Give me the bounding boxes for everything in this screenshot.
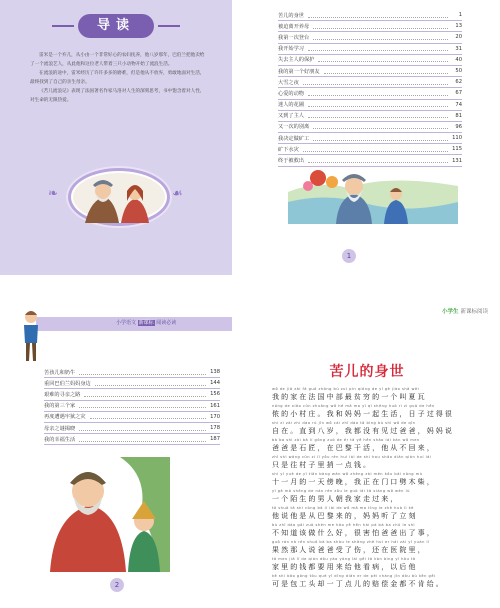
guide-paragraph: 在流浪的途中，雷米经历了许许多多的磨难，但是他从不放弃，勇敢地面对生活，最终找到了自己的亲生母亲。 bbox=[30, 71, 205, 85]
toc-entry-page: 13 bbox=[455, 23, 462, 30]
toc-leader bbox=[79, 403, 206, 408]
toc-entry[interactable] bbox=[44, 412, 220, 423]
toc-entry-page: 74 bbox=[455, 101, 462, 108]
toc-leader bbox=[313, 136, 448, 141]
toc-entry-page: 31 bbox=[455, 45, 462, 52]
toc-entry-title: 终于被救出 bbox=[278, 158, 304, 165]
toc-entry-page: 1 bbox=[458, 12, 462, 19]
story-text-line: 一个陌生的男人朝我家走过来， bbox=[272, 495, 400, 503]
toc-entry[interactable] bbox=[278, 77, 462, 88]
flourish-left-icon: ❧ bbox=[48, 186, 59, 200]
spread-divider bbox=[0, 276, 500, 286]
toc-leader bbox=[79, 437, 206, 442]
series-tail: 阅读必读 bbox=[156, 320, 177, 326]
toc-entry-title: 又到了主人 bbox=[278, 113, 304, 120]
flourish-right-icon: ☙ bbox=[172, 186, 183, 200]
brand-green: 小学生 bbox=[442, 309, 459, 315]
contents-page bbox=[234, 0, 500, 275]
toc-leader bbox=[303, 147, 448, 152]
story-text-line: 不知道该做什么好，很害怕爸爸出了事， bbox=[272, 529, 436, 537]
toc-leader bbox=[90, 414, 206, 419]
toc-leader bbox=[318, 57, 448, 62]
toc-entry-title: 我的幸福生活 bbox=[44, 436, 76, 443]
guide-title: 导读 bbox=[78, 14, 154, 38]
toc-entry-title: 我的第一个好朋友 bbox=[278, 68, 320, 75]
toc-entry-title: 我第一次登台 bbox=[278, 34, 310, 41]
toc-entry-title: 大雪之夜 bbox=[278, 79, 299, 86]
toc-entry-page: 178 bbox=[210, 425, 220, 432]
toc-entry-page: 110 bbox=[452, 135, 462, 142]
story-text-line: 他说他是从巴黎来的，妈妈听了立刻 bbox=[272, 512, 418, 520]
pinyin-line: kě shì bāo gōng tóu què yī dīng diǎn er de péi cháng jīn dōu bù kěn gěi bbox=[272, 574, 436, 578]
toc-entry[interactable] bbox=[278, 55, 462, 66]
toc-entry-page: 131 bbox=[452, 157, 462, 164]
toc-entry[interactable] bbox=[44, 367, 220, 378]
toc-entry-title: 又一次的别离 bbox=[278, 124, 310, 131]
story-text-line: 十一月的一天傍晚，我正在门口劈木柴， bbox=[272, 478, 436, 486]
toc-entry-page: 62 bbox=[455, 79, 462, 86]
toc-entry-page: 144 bbox=[210, 380, 220, 387]
toc-leader bbox=[313, 24, 448, 29]
toc-entry-title: 失去主人的保护 bbox=[278, 57, 315, 64]
toc-leader bbox=[308, 91, 448, 96]
toc-leader bbox=[308, 113, 448, 118]
toc-leader bbox=[308, 102, 448, 107]
toc-entry-title: 矿下水灾 bbox=[278, 146, 299, 153]
pinyin-line: tā shuō tā shì cóng bā lí lái de wǒ mā ma tīng le zhè huà lì kè bbox=[272, 506, 414, 510]
toc-leader bbox=[313, 35, 448, 40]
toc-entry-page: 20 bbox=[455, 34, 462, 41]
old-man-boy-illustration-2 bbox=[50, 457, 170, 572]
toc-entry-title: 我的第三个家 bbox=[44, 403, 76, 410]
toc-entry-page: 96 bbox=[455, 123, 462, 130]
series-name: 小学语文 bbox=[116, 320, 137, 326]
story-title: 苦儿的身世 bbox=[329, 364, 405, 380]
toc-entry-page: 115 bbox=[452, 146, 462, 153]
pinyin-line: shì zì zài zhí dào rú jīn wǒ cái zhī dào tā bìng bù shì wǒ de qīn bbox=[272, 421, 416, 425]
toc-leader bbox=[308, 13, 448, 18]
toc-entry[interactable] bbox=[278, 21, 462, 32]
toc-entry-title: 被迫离开养母 bbox=[278, 23, 310, 30]
toc-entry-page: 81 bbox=[455, 112, 462, 119]
toc-leader bbox=[79, 370, 206, 375]
toc-entry-page: 170 bbox=[210, 413, 220, 420]
toc-entry-title: 我决定做矿工 bbox=[278, 135, 310, 142]
toc-leader bbox=[324, 69, 448, 74]
toc-entry-page: 67 bbox=[455, 90, 462, 97]
toc-entry-title: 再度遭遇牢狱之灾 bbox=[44, 414, 86, 421]
story-text-line: 我的家在法国中部最贫穷的一个叫夏瓦 bbox=[272, 393, 427, 401]
series-label bbox=[116, 319, 176, 326]
story-text-line: 家里的钱都要用来给他看病，以后他 bbox=[272, 563, 418, 571]
toc-entry-title: 迷人的花圃 bbox=[278, 102, 304, 109]
table-of-contents bbox=[278, 10, 462, 167]
old-man-boy-illustration bbox=[288, 162, 458, 224]
pinyin-line: guǒ rán nà rén shuō bà ba shòu le shāng zhè huì er hái zài yī yuàn lǐ bbox=[272, 540, 430, 544]
brand-logo bbox=[442, 307, 488, 315]
pinyin-line: tā men jiā lǐ de qián dōu yào yòng lái gěi tā kàn bìng yǐ hòu tā bbox=[272, 557, 416, 561]
toc-entry[interactable] bbox=[278, 66, 462, 77]
toc-entry[interactable] bbox=[278, 10, 462, 21]
scene-icon bbox=[288, 162, 458, 224]
toc-entry[interactable] bbox=[44, 389, 220, 400]
story-text-line: 自在。直到八岁，我都没有见过爸爸，妈妈说 bbox=[272, 427, 454, 435]
story-text-line: 可是包工头却一丁点儿的赔偿金都不肯给。 bbox=[272, 580, 445, 588]
story-page bbox=[234, 287, 500, 608]
story-text-line: 果然那人说爸爸受了伤，还在医院里， bbox=[272, 546, 427, 554]
toc-entry-page: 161 bbox=[210, 402, 220, 409]
toc-entry-title: 艰难的寻亲之路 bbox=[44, 391, 81, 398]
toc-leader bbox=[313, 124, 448, 129]
guide-page bbox=[0, 0, 232, 275]
guide-paragraph: 雷米是一个弃儿，从小由一个非常好心的农妇抚养，他八岁那年，巴伯兰把他卖给了一个流浪艺人，从此他和这位老人带着三只小动物开始了流浪生活。 bbox=[30, 53, 205, 67]
pinyin-line: bà ba shì zài bā lí gōng zuò de ér tā yě hěn shǎo lái kàn wǒ men bbox=[272, 438, 420, 442]
character-portrait-illustration bbox=[68, 168, 170, 226]
pinyin-line: nóng de xiǎo cūn zhuāng wǒ hé mā ma yī qǐ shēng huó rì zi guò de hěn bbox=[272, 404, 435, 408]
pinyin-line: shí yī yuè de yī tiān bàng wǎn wǒ zhèng zài mén kǒu bǎi nòng mù bbox=[272, 472, 423, 476]
toc-entry[interactable] bbox=[278, 111, 462, 122]
guide-paragraph: 《苦儿流浪记》表现了法国著名作家马洛对人生的深刻思考，书中饱含着对人性、对生命的无限热爱。 bbox=[30, 89, 205, 103]
brand-gray: 新课标阅读 bbox=[460, 309, 488, 315]
toc-entry[interactable] bbox=[278, 144, 462, 155]
toc-entry-page: 138 bbox=[210, 369, 220, 376]
toc-entry-title: 苦儿的身世 bbox=[278, 12, 304, 19]
toc-leader bbox=[308, 46, 448, 51]
pinyin-line: bù zhī dào gāi zuò shén me hǎo yě hěn hài pà bà ba chū le shì bbox=[272, 523, 415, 527]
toc-entry[interactable] bbox=[44, 378, 220, 389]
toc-entry-page: 40 bbox=[455, 56, 462, 63]
page-number-2: 2 bbox=[110, 578, 124, 592]
pinyin-line: zhǐ shì wǎng cūn zi lǐ yǒu rén huí lái de shí hou shāo diǎn qián huí lái bbox=[272, 455, 432, 459]
guide-text bbox=[30, 52, 206, 107]
toc-leader bbox=[79, 426, 206, 431]
pinyin-line: wǒ de jiā zài fǎ guó zhōng bù zuì pín qióng de yī gè jiào shā wèi bbox=[272, 387, 420, 391]
toc-entry[interactable] bbox=[278, 122, 462, 133]
toc-entry-title: 母亲之谜揭晓 bbox=[44, 425, 76, 432]
toc-entry[interactable] bbox=[278, 133, 462, 144]
toc-entry[interactable] bbox=[44, 434, 220, 445]
series-highlight: 新课标 bbox=[138, 320, 154, 326]
pinyin-line: yī gè mò shēng de nán rén zǒu le guò lái tā xiàng wǒ wèn lù bbox=[272, 489, 410, 493]
story-text-line: 侬的小村庄。我和妈妈一起生活，日子过得很 bbox=[272, 410, 454, 418]
portrait-icon bbox=[71, 171, 167, 223]
toc-entry[interactable] bbox=[278, 32, 462, 43]
story-text-line: 只是往村子里捎一点钱。 bbox=[272, 461, 373, 469]
story-text-line: 爸爸是石匠，在巴黎干活，他从不回来， bbox=[272, 444, 436, 452]
toc-leader bbox=[95, 381, 206, 386]
table-of-contents-2 bbox=[44, 367, 220, 445]
toc-leader bbox=[303, 80, 448, 85]
toc-entry-title: 苦孩儿和奶牛 bbox=[44, 369, 76, 376]
toc-entry-title: 心爱的动物 bbox=[278, 90, 304, 97]
toc-leader bbox=[84, 392, 206, 397]
toc-entry[interactable] bbox=[44, 423, 220, 434]
story-body bbox=[272, 387, 462, 591]
toc-entry-page: 156 bbox=[210, 391, 220, 398]
toc-entry-title: 重回巴伯兰妈妈身边 bbox=[44, 380, 91, 387]
toc-entry-page: 187 bbox=[210, 436, 220, 443]
contents-page-2 bbox=[0, 287, 232, 608]
boy-figure-icon bbox=[20, 309, 42, 365]
toc-entry[interactable] bbox=[278, 88, 462, 99]
toc-entry[interactable] bbox=[278, 100, 462, 111]
toc-entry[interactable] bbox=[278, 44, 462, 55]
toc-entry-page: 50 bbox=[455, 68, 462, 75]
page-number: 1 bbox=[342, 249, 356, 263]
toc-entry-title: 我开始学习 bbox=[278, 46, 304, 53]
toc-entry[interactable] bbox=[44, 401, 220, 412]
